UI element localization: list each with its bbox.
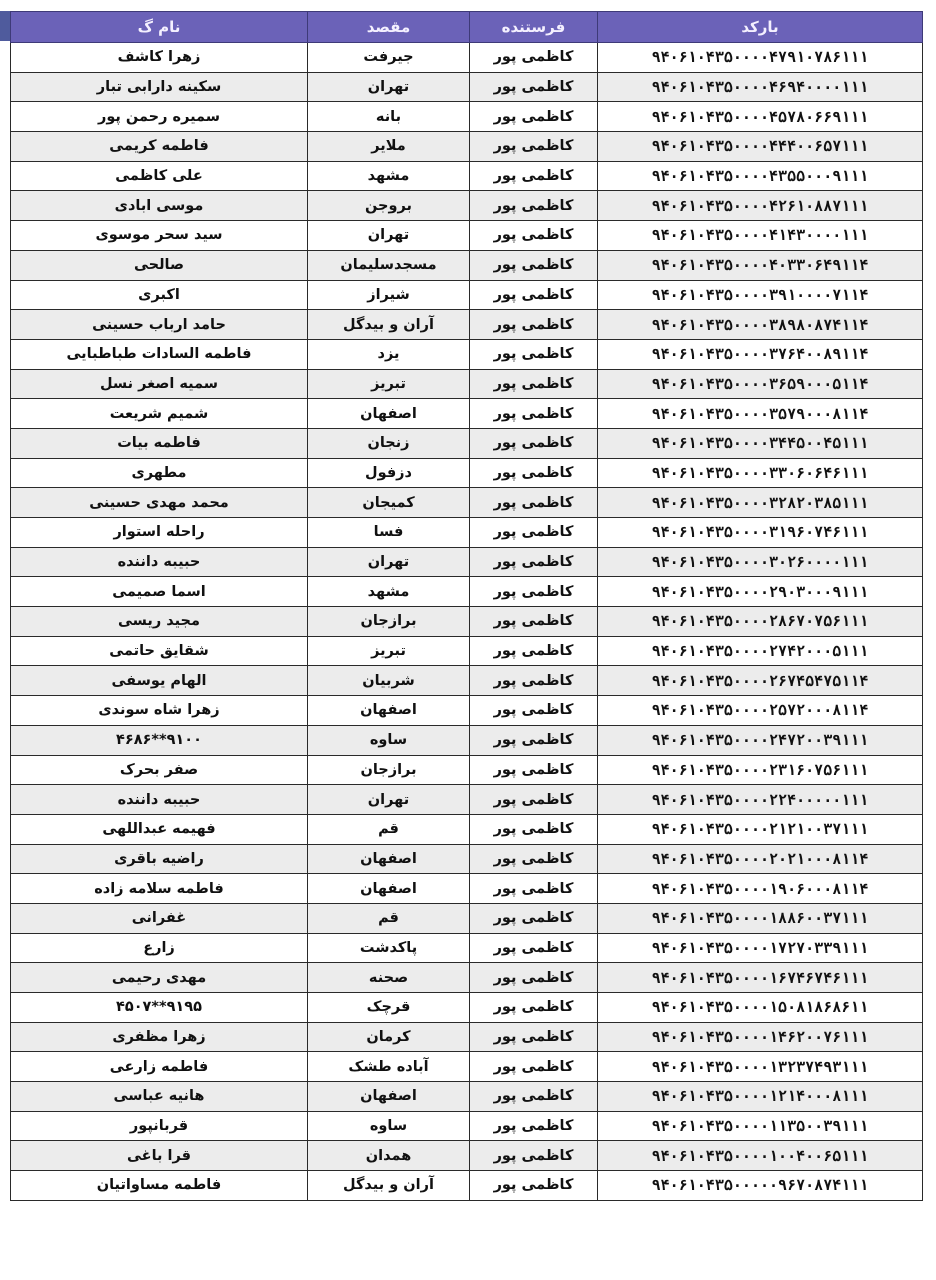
destination-cell: شیراز (308, 280, 470, 310)
destination-cell: فسا (308, 518, 470, 548)
barcode-cell: ۹۴۰۶۱۰۴۳۵۰۰۰۰۴۳۵۵۰۰۰۹۱۱۱ (598, 161, 923, 191)
recipient-cell: مهدی رحیمی (11, 963, 308, 993)
destination-cell: تهران (308, 547, 470, 577)
destination-cell: آباده طشک (308, 1052, 470, 1082)
recipient-cell: حبیبه داننده (11, 547, 308, 577)
sender-cell: کاظمی پور (470, 518, 598, 548)
sender-cell: کاظمی پور (470, 428, 598, 458)
barcode-cell: ۹۴۰۶۱۰۴۳۵۰۰۰۰۳۸۹۸۰۸۷۴۱۱۴ (598, 310, 923, 340)
barcode-cell: ۹۴۰۶۱۰۴۳۵۰۰۰۰۱۸۸۶۰۰۳۷۱۱۱ (598, 903, 923, 933)
table-header-row (11, 12, 923, 43)
sender-cell: کاظمی پور (470, 636, 598, 666)
barcode-cell: ۹۴۰۶۱۰۴۳۵۰۰۰۰۲۸۶۷۰۷۵۶۱۱۱ (598, 607, 923, 637)
table-row (11, 1141, 923, 1171)
sender-cell: کاظمی پور (470, 399, 598, 429)
recipient-cell: قرا باغی (11, 1141, 308, 1171)
sender-cell: کاظمی پور (470, 547, 598, 577)
destination-cell: اصفهان (308, 844, 470, 874)
recipient-cell: فاطمه سلامه زاده (11, 874, 308, 904)
barcode-cell: ۹۴۰۶۱۰۴۳۵۰۰۰۰۱۱۳۵۰۰۳۹۱۱۱ (598, 1111, 923, 1141)
table-row (11, 963, 923, 993)
destination-cell: ملایر (308, 132, 470, 162)
header-sender: فرستنده (470, 12, 598, 43)
recipient-cell: فهیمه عبداللهی (11, 814, 308, 844)
barcode-cell: ۹۴۰۶۱۰۴۳۵۰۰۰۰۲۳۱۶۰۷۵۶۱۱۱ (598, 755, 923, 785)
recipient-cell: حامد ارباب حسینی (11, 310, 308, 340)
destination-cell: اصفهان (308, 696, 470, 726)
recipient-cell: راحله استوار (11, 518, 308, 548)
sender-cell: کاظمی پور (470, 72, 598, 102)
sender-cell: کاظمی پور (470, 1141, 598, 1171)
table-row (11, 933, 923, 963)
sender-cell: کاظمی پور (470, 458, 598, 488)
sender-cell: کاظمی پور (470, 1171, 598, 1201)
table-row (11, 547, 923, 577)
sender-cell: کاظمی پور (470, 993, 598, 1023)
recipient-cell: سمیره رحمن پور (11, 102, 308, 132)
barcode-cell: ۹۴۰۶۱۰۴۳۵۰۰۰۰۱۶۷۴۶۷۴۶۱۱۱ (598, 963, 923, 993)
recipient-cell: صفر بحرک (11, 755, 308, 785)
barcode-cell: ۹۴۰۶۱۰۴۳۵۰۰۰۰۲۰۲۱۰۰۰۸۱۱۴ (598, 844, 923, 874)
recipient-cell: زهرا کاشف (11, 43, 308, 73)
barcode-cell: ۹۴۰۶۱۰۴۳۵۰۰۰۰۴۷۹۱۰۷۸۶۱۱۱ (598, 43, 923, 73)
barcode-cell: ۹۴۰۶۱۰۴۳۵۰۰۰۰۲۷۴۲۰۰۰۵۱۱۱ (598, 636, 923, 666)
recipient-cell: محمد مهدی حسینی (11, 488, 308, 518)
table-row (11, 399, 923, 429)
table-row (11, 518, 923, 548)
table-row (11, 696, 923, 726)
barcode-cell: ۹۴۰۶۱۰۴۳۵۰۰۰۰۳۲۸۲۰۳۸۵۱۱۱ (598, 488, 923, 518)
recipient-cell: سید سحر موسوی (11, 221, 308, 251)
recipient-cell: ۹۱۹۵**۴۵۰۷ (11, 993, 308, 1023)
header-destination: مقصد (308, 12, 470, 43)
destination-cell: مشهد (308, 161, 470, 191)
recipient-cell: فاطمه السادات طباطبایی (11, 339, 308, 369)
table-row (11, 814, 923, 844)
barcode-cell: ۹۴۰۶۱۰۴۳۵۰۰۰۰۴۵۷۸۰۶۶۹۱۱۱ (598, 102, 923, 132)
destination-cell: بروجن (308, 191, 470, 221)
destination-cell: اصفهان (308, 874, 470, 904)
recipient-cell: زهرا شاه سوندی (11, 696, 308, 726)
destination-cell: یزد (308, 339, 470, 369)
table-row (11, 280, 923, 310)
destination-cell: قم (308, 814, 470, 844)
sender-cell: کاظمی پور (470, 696, 598, 726)
recipient-cell: سمیه اصغر نسل (11, 369, 308, 399)
recipient-cell: فاطمه مساواتیان (11, 1171, 308, 1201)
recipient-cell: صالحی (11, 250, 308, 280)
sender-cell: کاظمی پور (470, 250, 598, 280)
table-row (11, 993, 923, 1023)
recipient-cell: مطهری (11, 458, 308, 488)
barcode-cell: ۹۴۰۶۱۰۴۳۵۰۰۰۰۳۰۲۶۰۰۰۰۱۱۱ (598, 547, 923, 577)
destination-cell: دزفول (308, 458, 470, 488)
table-row (11, 1111, 923, 1141)
sender-cell: کاظمی پور (470, 1052, 598, 1082)
destination-cell: قم (308, 903, 470, 933)
barcode-cell: ۹۴۰۶۱۰۴۳۵۰۰۰۰۳۵۷۹۰۰۰۸۱۱۴ (598, 399, 923, 429)
destination-cell: آران و بیدگل (308, 1171, 470, 1201)
sender-cell: کاظمی پور (470, 903, 598, 933)
sender-cell: کاظمی پور (470, 1082, 598, 1112)
barcode-cell: ۹۴۰۶۱۰۴۳۵۰۰۰۰۳۹۱۰۰۰۰۷۱۱۴ (598, 280, 923, 310)
destination-cell: صحنه (308, 963, 470, 993)
barcode-cell: ۹۴۰۶۱۰۴۳۵۰۰۰۰۱۴۶۲۰۰۷۶۱۱۱ (598, 1022, 923, 1052)
recipient-cell: مجید ریسی (11, 607, 308, 637)
barcode-cell: ۹۴۰۶۱۰۴۳۵۰۰۰۰۱۹۰۶۰۰۰۸۱۱۴ (598, 874, 923, 904)
barcode-cell: ۹۴۰۶۱۰۴۳۵۰۰۰۰۴۰۳۳۰۶۴۹۱۱۴ (598, 250, 923, 280)
destination-cell: قرچک (308, 993, 470, 1023)
sender-cell: کاظمی پور (470, 666, 598, 696)
table-row (11, 903, 923, 933)
recipient-cell: حبیبه داننده (11, 785, 308, 815)
barcode-cell: ۹۴۰۶۱۰۴۳۵۰۰۰۰۳۳۰۶۰۶۴۶۱۱۱ (598, 458, 923, 488)
sender-cell: کاظمی پور (470, 488, 598, 518)
barcode-cell: ۹۴۰۶۱۰۴۳۵۰۰۰۰۴۱۴۳۰۰۰۰۱۱۱ (598, 221, 923, 251)
barcode-cell: ۹۴۰۶۱۰۴۳۵۰۰۰۰۱۳۲۳۷۴۹۳۱۱۱ (598, 1052, 923, 1082)
barcode-cell: ۹۴۰۶۱۰۴۳۵۰۰۰۰۱۰۰۴۰۰۶۵۱۱۱ (598, 1141, 923, 1171)
sender-cell: کاظمی پور (470, 963, 598, 993)
barcode-cell: ۹۴۰۶۱۰۴۳۵۰۰۰۰۳۶۵۹۰۰۰۵۱۱۴ (598, 369, 923, 399)
recipient-cell: علی کاظمی (11, 161, 308, 191)
table-row (11, 666, 923, 696)
shipment-table-container (10, 11, 922, 1271)
table-row (11, 1082, 923, 1112)
table-row (11, 161, 923, 191)
barcode-cell: ۹۴۰۶۱۰۴۳۵۰۰۰۰۴۴۴۰۰۶۵۷۱۱۱ (598, 132, 923, 162)
table-row (11, 369, 923, 399)
barcode-cell: ۹۴۰۶۱۰۴۳۵۰۰۰۰۲۴۷۲۰۰۳۹۱۱۱ (598, 725, 923, 755)
sender-cell: کاظمی پور (470, 785, 598, 815)
destination-cell: پاکدشت (308, 933, 470, 963)
table-row (11, 458, 923, 488)
recipient-cell: فاطمه بیات (11, 428, 308, 458)
recipient-cell: شمیم شریعت (11, 399, 308, 429)
table-row (11, 636, 923, 666)
sender-cell: کاظمی پور (470, 607, 598, 637)
barcode-cell: ۹۴۰۶۱۰۴۳۵۰۰۰۰۱۲۱۴۰۰۰۸۱۱۱ (598, 1082, 923, 1112)
sender-cell: کاظمی پور (470, 1111, 598, 1141)
barcode-cell: ۹۴۰۶۱۰۴۳۵۰۰۰۰۱۷۲۷۰۳۳۹۱۱۱ (598, 933, 923, 963)
destination-cell: اصفهان (308, 399, 470, 429)
barcode-cell: ۹۴۰۶۱۰۴۳۵۰۰۰۰۴۲۶۱۰۸۸۷۱۱۱ (598, 191, 923, 221)
table-row (11, 725, 923, 755)
destination-cell: تبریز (308, 636, 470, 666)
table-row (11, 43, 923, 73)
table-row (11, 577, 923, 607)
sender-cell: کاظمی پور (470, 933, 598, 963)
sender-cell: کاظمی پور (470, 369, 598, 399)
table-row (11, 785, 923, 815)
sender-cell: کاظمی پور (470, 310, 598, 340)
destination-cell: کرمان (308, 1022, 470, 1052)
sender-cell: کاظمی پور (470, 132, 598, 162)
recipient-cell: موسی ابادی (11, 191, 308, 221)
barcode-cell: ۹۴۰۶۱۰۴۳۵۰۰۰۰۲۶۷۴۵۴۷۵۱۱۴ (598, 666, 923, 696)
barcode-cell: ۹۴۰۶۱۰۴۳۵۰۰۰۰۲۲۴۰۰۰۰۰۱۱۱ (598, 785, 923, 815)
table-row (11, 250, 923, 280)
shipment-table (10, 11, 923, 1201)
destination-cell: برازجان (308, 755, 470, 785)
barcode-cell: ۹۴۰۶۱۰۴۳۵۰۰۰۰۰۹۶۷۰۸۷۴۱۱۱ (598, 1171, 923, 1201)
recipient-cell: فاطمه زارعی (11, 1052, 308, 1082)
destination-cell: تهران (308, 72, 470, 102)
destination-cell: اصفهان (308, 1082, 470, 1112)
destination-cell: ساوه (308, 1111, 470, 1141)
barcode-cell: ۹۴۰۶۱۰۴۳۵۰۰۰۰۲۹۰۳۰۰۰۹۱۱۱ (598, 577, 923, 607)
header-barcode: بارکد (598, 12, 923, 43)
recipient-cell: اکبری (11, 280, 308, 310)
destination-cell: آران و بیدگل (308, 310, 470, 340)
barcode-cell: ۹۴۰۶۱۰۴۳۵۰۰۰۰۱۵۰۸۱۸۶۸۶۱۱ (598, 993, 923, 1023)
destination-cell: مسجدسلیمان (308, 250, 470, 280)
table-row (11, 339, 923, 369)
sender-cell: کاظمی پور (470, 161, 598, 191)
recipient-cell: زارع (11, 933, 308, 963)
table-row (11, 755, 923, 785)
destination-cell: تهران (308, 785, 470, 815)
barcode-cell: ۹۴۰۶۱۰۴۳۵۰۰۰۰۲۵۷۲۰۰۰۸۱۱۴ (598, 696, 923, 726)
recipient-cell: زهرا مظفری (11, 1022, 308, 1052)
table-row (11, 310, 923, 340)
destination-cell: برازجان (308, 607, 470, 637)
table-row (11, 428, 923, 458)
destination-cell: مشهد (308, 577, 470, 607)
table-row (11, 221, 923, 251)
table-row (11, 72, 923, 102)
sender-cell: کاظمی پور (470, 814, 598, 844)
recipient-cell: قربانپور (11, 1111, 308, 1141)
sender-cell: کاظمی پور (470, 339, 598, 369)
destination-cell: بانه (308, 102, 470, 132)
recipient-cell: هانیه عباسی (11, 1082, 308, 1112)
destination-cell: تهران (308, 221, 470, 251)
sender-cell: کاظمی پور (470, 755, 598, 785)
destination-cell: کمیجان (308, 488, 470, 518)
recipient-cell: اسما صمیمی (11, 577, 308, 607)
destination-cell: جیرفت (308, 43, 470, 73)
table-row (11, 1052, 923, 1082)
table-row (11, 1171, 923, 1201)
barcode-cell: ۹۴۰۶۱۰۴۳۵۰۰۰۰۳۷۶۴۰۰۸۹۱۱۴ (598, 339, 923, 369)
table-row (11, 132, 923, 162)
table-row (11, 191, 923, 221)
table-row (11, 1022, 923, 1052)
sender-cell: کاظمی پور (470, 221, 598, 251)
barcode-cell: ۹۴۰۶۱۰۴۳۵۰۰۰۰۳۴۴۵۰۰۴۵۱۱۱ (598, 428, 923, 458)
barcode-cell: ۹۴۰۶۱۰۴۳۵۰۰۰۰۴۶۹۴۰۰۰۰۱۱۱ (598, 72, 923, 102)
recipient-cell: الهام یوسفی (11, 666, 308, 696)
sender-cell: کاظمی پور (470, 102, 598, 132)
recipient-cell: راضیه باقری (11, 844, 308, 874)
recipient-cell: ۹۱۰۰**۴۶۸۶ (11, 725, 308, 755)
sender-cell: کاظمی پور (470, 577, 598, 607)
barcode-cell: ۹۴۰۶۱۰۴۳۵۰۰۰۰۲۱۲۱۰۰۳۷۱۱۱ (598, 814, 923, 844)
destination-cell: همدان (308, 1141, 470, 1171)
table-row (11, 844, 923, 874)
recipient-cell: فاطمه کریمی (11, 132, 308, 162)
table-row (11, 874, 923, 904)
sender-cell: کاظمی پور (470, 725, 598, 755)
destination-cell: ساوه (308, 725, 470, 755)
barcode-cell: ۹۴۰۶۱۰۴۳۵۰۰۰۰۳۱۹۶۰۷۴۶۱۱۱ (598, 518, 923, 548)
recipient-cell: غفرانی (11, 903, 308, 933)
sender-cell: کاظمی پور (470, 874, 598, 904)
sender-cell: کاظمی پور (470, 844, 598, 874)
sender-cell: کاظمی پور (470, 280, 598, 310)
destination-cell: زنجان (308, 428, 470, 458)
table-row (11, 102, 923, 132)
sender-cell: کاظمی پور (470, 1022, 598, 1052)
table-row (11, 607, 923, 637)
sender-cell: کاظمی پور (470, 191, 598, 221)
recipient-cell: سکینه دارابی تبار (11, 72, 308, 102)
sender-cell: کاظمی پور (470, 43, 598, 73)
destination-cell: تبریز (308, 369, 470, 399)
table-body (11, 43, 923, 1201)
destination-cell: شربیان (308, 666, 470, 696)
left-edge-strip (0, 11, 10, 41)
table-row (11, 488, 923, 518)
recipient-cell: شقایق حاتمی (11, 636, 308, 666)
header-recipient: نام گ (11, 12, 308, 43)
